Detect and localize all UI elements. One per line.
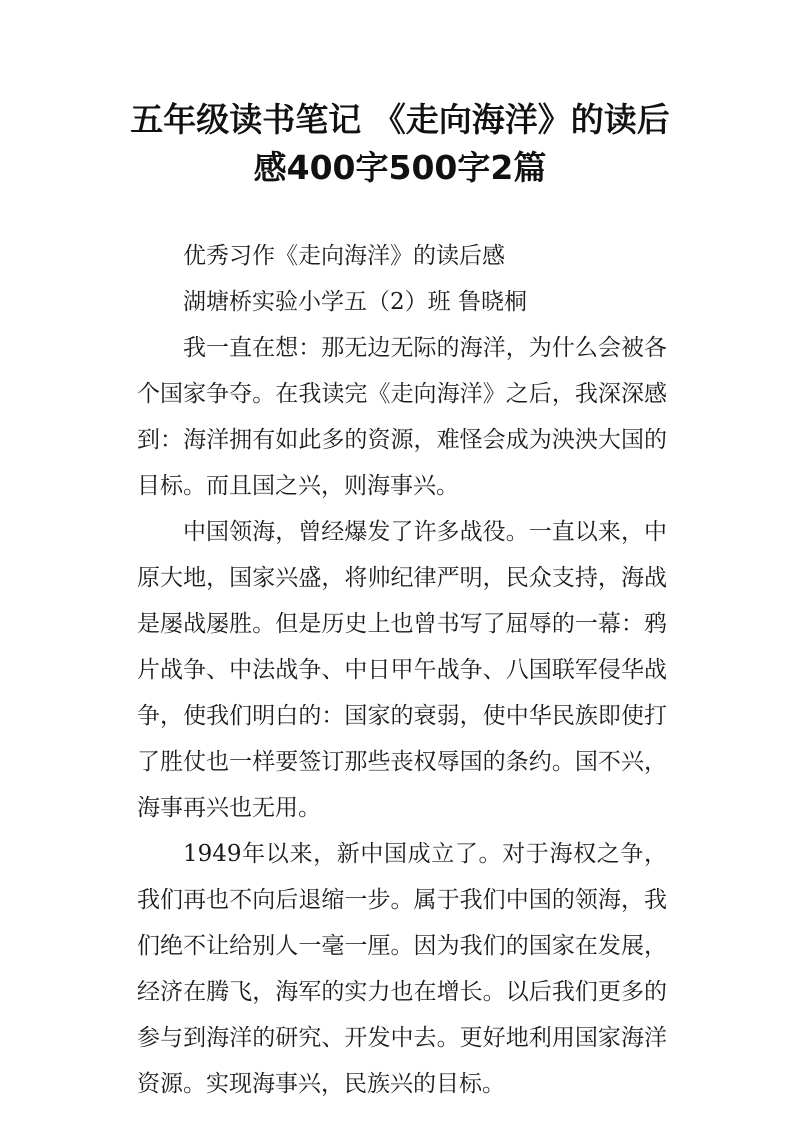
author-line: 湖塘桥实验小学五（2）班 鲁晓桐 — [183, 289, 527, 315]
title-line-2: 感400字500字2篇 — [253, 148, 547, 187]
body-paragraph: 中国领海，曾经爆发了许多战役。一直以来，中原大地，国家兴盛，将帅纪律严明，民众支持，海战是屡战屡胜。但是历史上也曾书写了屈辱的一幕：鸦片战争、中法战争、中日甲午战争、八国联军侵华战争，使我们明白的：国家的衰弱，使中华民族即使打了胜仗也一样要签订那些丧权辱国的条约。国不兴，海事再兴也无用。 — [137, 519, 667, 821]
document-title — [100, 96, 700, 192]
body-paragraph: 我一直在想：那无边无际的海洋，为什么会被各个国家争夺。在我读完《走向海洋》之后，我深深感到：海洋拥有如此多的资源，难怪会成为泱泱大国的目标。而且国之兴，则海事兴。 — [137, 335, 667, 499]
title-line-1: 五年级读书笔记 《走向海洋》的读后 — [130, 100, 670, 139]
body-paragraph: 1949年以来，新中国成立了。对于海权之争，我们再也不向后退缩一步。属于我们中国的领海，我们绝不让给别人一毫一厘。因为我们的国家在发展，经济在腾飞，海军的实力也在增长。以后我们更多的参与到海洋的研究、开发中去。更好地利用国家海洋资源。实现海事兴，民族兴的目标。 — [137, 841, 667, 1097]
essay-heading: 优秀习作《走向海洋》的读后感 — [183, 243, 505, 269]
document-body — [137, 233, 667, 1107]
